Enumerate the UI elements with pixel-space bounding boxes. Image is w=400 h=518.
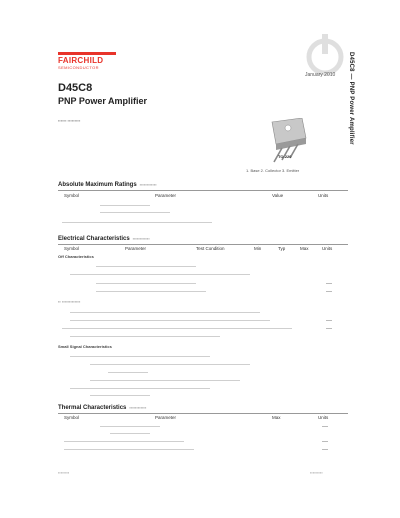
abs-max-row [100, 205, 150, 206]
abs-max-rule [58, 190, 348, 191]
logo-sub: SEMICONDUCTOR [58, 65, 99, 70]
package-label: TO-220 [278, 154, 292, 159]
side-title: D45C8 — PNP Power Amplifier [348, 52, 354, 145]
elec-row-unit [326, 328, 332, 329]
thermal-row [110, 433, 150, 434]
thermal-row [64, 449, 194, 450]
release-date: January 2010 [305, 72, 336, 78]
elec-hdr-units: Units [322, 246, 333, 251]
thermal-row-unit [322, 441, 328, 442]
elec-row-unit [326, 320, 332, 321]
elec-hdr-min: Min [254, 246, 262, 251]
thermal-hdr-units: Units [318, 415, 329, 420]
abs-max-title [58, 182, 157, 188]
elec-row-unit [326, 291, 332, 292]
electrical-note: ▪▪▪▪▪▪▪▪▪▪▪▪ [132, 236, 150, 241]
elec-row [96, 283, 196, 284]
to220-package-icon [258, 118, 318, 168]
elec-row [62, 328, 292, 329]
elec-row-unit [326, 283, 332, 284]
electrical-title [58, 236, 150, 242]
elec-row [90, 395, 150, 396]
abs-max-hdr-symbol: Symbol [64, 193, 80, 198]
elec-row [70, 388, 210, 389]
elec-row [96, 291, 206, 292]
abs-max-row [62, 222, 212, 223]
abs-max-hdr-units: Units [318, 193, 329, 198]
thermal-row [100, 426, 160, 427]
abs-max-note: ▪▪▪▪▪▪▪▪▪▪▪▪ [139, 182, 157, 187]
elec-row [90, 380, 240, 381]
elec-row [70, 320, 270, 321]
thermal-hdr-symbol: Symbol [64, 415, 80, 420]
thermal-row [64, 441, 184, 442]
footer-faint-right: ▪▪▪▪▪▪▪▪▪ [310, 470, 323, 475]
elec-row [90, 364, 250, 365]
fairchild-logo [58, 52, 116, 70]
elec-hdr-max: Max [300, 246, 309, 251]
footer-faint-left: ▪▪▪▪▪▪▪▪ [58, 470, 70, 475]
electrical-title-text: Electrical Characteristics [58, 236, 130, 242]
thermal-note: ▪▪▪▪▪▪▪▪▪▪▪▪ [129, 405, 147, 410]
part-description: PNP Power Amplifier [58, 96, 148, 106]
abs-max-hdr-parameter: Parameter [155, 193, 177, 198]
small-signal-label: Small Signal Characteristics [58, 344, 112, 349]
abs-max-row [100, 212, 170, 213]
part-number: D45C8 [58, 82, 93, 94]
thermal-rule [58, 413, 348, 414]
thermal-row-unit [322, 449, 328, 450]
thermal-title [58, 405, 146, 411]
elec-row [96, 266, 196, 267]
elec-row [70, 336, 220, 337]
off-characteristics-label: Off Characteristics [58, 254, 94, 259]
elec-row [70, 274, 250, 275]
elec-row [70, 356, 210, 357]
elec-hdr-symbol: Symbol [64, 246, 80, 251]
abs-max-hdr-value: Value [272, 193, 284, 198]
thermal-row-unit [322, 426, 328, 427]
thermal-hdr-parameter: Parameter [155, 415, 177, 420]
on-characteristics-faint: ▪▪ ▪▪▪▪▪▪▪▪▪▪▪▪▪ [58, 299, 81, 304]
elec-hdr-parameter: Parameter [125, 246, 147, 251]
application-note-faint: ▪▪▪▪▪▪ ▪▪▪▪▪▪▪▪▪ [58, 118, 81, 123]
abs-max-title-text: Absolute Maximum Ratings [58, 182, 137, 188]
electrical-rule [58, 244, 348, 245]
logo-bar [58, 52, 116, 55]
logo-name: FAIRCHILD [58, 56, 104, 65]
thermal-title-text: Thermal Characteristics [58, 405, 127, 411]
elec-row [70, 312, 260, 313]
pin-legend: 1. Base 2. Collector 3. Emitter [246, 168, 300, 173]
elec-hdr-test-condition: Test Condition [196, 246, 225, 251]
elec-row [108, 372, 148, 373]
thermal-hdr-max: Max [272, 415, 281, 420]
elec-hdr-typ: Typ [278, 246, 286, 251]
